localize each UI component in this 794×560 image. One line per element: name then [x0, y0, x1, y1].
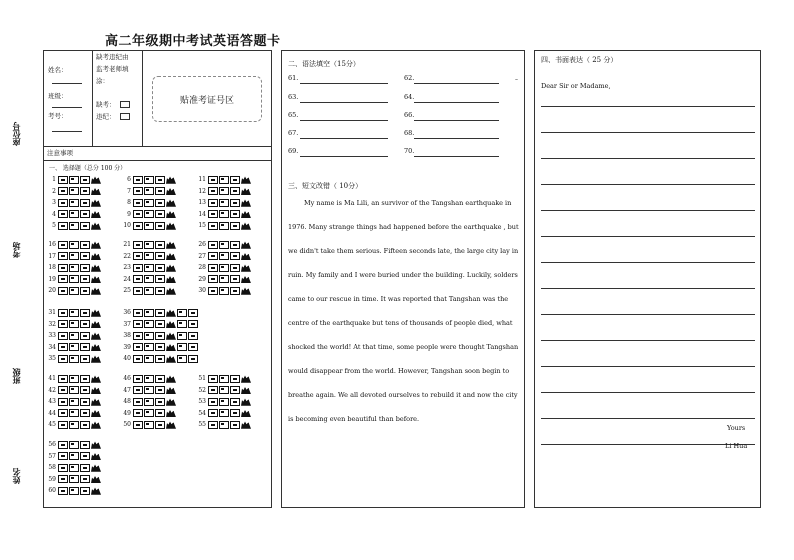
mc-row[interactable]: 17: [46, 251, 102, 263]
grammar-blank-68[interactable]: [414, 138, 499, 139]
mc-row[interactable]: 30: [196, 285, 252, 297]
side-label-class: 班级: [11, 368, 21, 384]
grammar-blank-69[interactable]: [300, 156, 388, 157]
passage-line: centre of the earthquake but tens of thousands of people died, what: [288, 319, 513, 327]
writing-section-title: 四、书面表达（ 25 分）: [541, 56, 618, 64]
grammar-item-69[interactable]: 69.: [288, 147, 299, 155]
mc-row[interactable]: 7: [121, 186, 177, 198]
grammar-item-61[interactable]: 61.: [288, 74, 299, 82]
grammar-item-65[interactable]: 65.: [288, 111, 299, 119]
mc-block-11-15: [196, 174, 252, 232]
grammar-blank-70[interactable]: [414, 156, 499, 157]
ticket-sticker-label: 贴准考证号区: [179, 95, 234, 106]
answer-panel-middle: [281, 50, 525, 508]
writing-signature: Li Hua: [725, 442, 748, 450]
mc-row[interactable]: 57: [46, 451, 102, 463]
mc-row[interactable]: 52: [196, 385, 252, 397]
mc-row[interactable]: 6: [121, 174, 177, 186]
mc-row[interactable]: 4: [46, 209, 102, 221]
side-label-room: 考场: [11, 242, 21, 258]
grammar-item-68[interactable]: 68.: [404, 129, 415, 137]
name-label: 姓名：: [48, 66, 68, 74]
mc-row[interactable]: 53: [196, 396, 252, 408]
mc-row[interactable]: 58: [46, 462, 102, 474]
mc-row[interactable]: 20: [46, 285, 102, 297]
grammar-item-67[interactable]: 67.: [288, 129, 299, 137]
grammar-item-62[interactable]: 62.: [404, 74, 415, 82]
mc-row[interactable]: 24: [121, 274, 177, 286]
mc-block-46-50: [121, 373, 177, 431]
student-info-block: [44, 51, 271, 147]
passage-line: is becoming even beautiful than before.: [288, 415, 420, 423]
mc-block-21-25: [121, 239, 177, 297]
passage-line: breathe again. We all devoted ourselves to rebuild it and now the city: [288, 391, 518, 399]
mc-row[interactable]: 40: [121, 353, 199, 365]
mc-row[interactable]: 54: [196, 408, 252, 420]
absent-note-2: 监考老师填: [96, 65, 129, 73]
violation-checkbox[interactable]: [120, 113, 130, 120]
mc-row[interactable]: 22: [121, 251, 177, 263]
passage-line: My name is Ma Lili, an survivor of the Tangshan earthquake in: [304, 199, 512, 207]
mc-row[interactable]: 32: [46, 319, 102, 331]
passage-line: would disappear from the world. However, Tangshan soon begin to: [288, 367, 510, 375]
mc-section-title: 一、 选择题（总分 100 分）: [49, 165, 127, 172]
mc-row[interactable]: 49: [121, 408, 177, 420]
notes-label: 注意事项: [47, 149, 73, 157]
mc-row[interactable]: 47: [121, 385, 177, 397]
mc-row[interactable]: 11: [196, 174, 252, 186]
mc-row[interactable]: 14: [196, 209, 252, 221]
passage-line: came to our rescue in time. It was reported that Tangshan was the: [288, 295, 509, 303]
grammar-item-63[interactable]: 63.: [288, 93, 299, 101]
mc-row[interactable]: 29: [196, 274, 252, 286]
ticket-sticker-area: [152, 76, 262, 122]
mc-row[interactable]: 9: [121, 209, 177, 221]
exam-no-label: 考号：: [48, 112, 68, 120]
mc-row[interactable]: 25: [121, 285, 177, 297]
mc-row[interactable]: 28: [196, 262, 252, 274]
absent-label: 缺考：: [96, 100, 116, 109]
mc-row[interactable]: 1: [46, 174, 102, 186]
writing-salutation: Dear Sir or Madame,: [541, 82, 611, 90]
mc-row[interactable]: 10: [121, 220, 177, 232]
grammar-item-66[interactable]: 66.: [404, 111, 415, 119]
answer-panel-right: [534, 50, 761, 508]
mc-block-56-60: [46, 439, 102, 497]
mc-block-16-20: [46, 239, 102, 297]
mc-block-31-35: [46, 307, 102, 365]
mc-row[interactable]: 31: [46, 307, 102, 319]
mc-row[interactable]: 35: [46, 353, 102, 365]
mc-row[interactable]: 36: [121, 307, 199, 319]
mc-row[interactable]: 59: [46, 474, 102, 486]
mc-row[interactable]: 3: [46, 197, 102, 209]
mc-row[interactable]: 19: [46, 274, 102, 286]
grammar-blank-62[interactable]: [414, 83, 499, 84]
dash-mark: –: [515, 76, 518, 83]
mc-row[interactable]: 39: [121, 342, 199, 354]
mc-row[interactable]: 5: [46, 220, 102, 232]
answer-panel-left: [43, 50, 272, 508]
grammar-blank-64[interactable]: [414, 102, 499, 103]
mc-row[interactable]: 13: [196, 197, 252, 209]
mc-row[interactable]: 26: [196, 239, 252, 251]
mc-row[interactable]: 21: [121, 239, 177, 251]
correction-passage[interactable]: [288, 191, 524, 431]
correction-section-title: 三、短文改错（ 10分）: [288, 182, 363, 190]
mc-block-26-30: [196, 239, 252, 297]
mc-row[interactable]: 15: [196, 220, 252, 232]
mc-row[interactable]: 12: [196, 186, 252, 198]
passage-line: ruin. My family and I were buried under the building. Luckily, solders: [288, 271, 518, 279]
absent-note-3: 涂：: [96, 77, 109, 85]
mc-row[interactable]: 2: [46, 186, 102, 198]
mc-block-6-10: [121, 174, 177, 232]
mc-row[interactable]: 41: [46, 373, 102, 385]
absent-field[interactable]: [96, 101, 130, 109]
mc-row[interactable]: 33: [46, 330, 102, 342]
side-label-seat: 座位号: [11, 122, 21, 146]
mc-row[interactable]: 8: [121, 197, 177, 209]
mc-row[interactable]: 45: [46, 419, 102, 431]
grammar-blank-61[interactable]: [300, 83, 388, 84]
mc-block-1-5: [46, 174, 102, 232]
mc-row[interactable]: 37: [121, 319, 199, 331]
grammar-item-64[interactable]: 64.: [404, 93, 415, 101]
mc-row[interactable]: 18: [46, 262, 102, 274]
mc-row[interactable]: 56: [46, 439, 102, 451]
passage-line: we didn't take them serious. Fifteen seconds late, the large city lay in: [288, 247, 519, 255]
grammar-item-70[interactable]: 70.: [404, 147, 415, 155]
writing-lines[interactable]: [541, 106, 755, 470]
mc-row[interactable]: 44: [46, 408, 102, 420]
violation-field[interactable]: [96, 113, 130, 121]
mc-row[interactable]: 51: [196, 373, 252, 385]
mc-row[interactable]: 27: [196, 251, 252, 263]
mc-row[interactable]: 38: [121, 330, 199, 342]
mc-block-51-55: [196, 373, 252, 431]
mc-block-41-45: [46, 373, 102, 431]
absent-note-1: 缺考违纪由: [96, 53, 129, 61]
notes-row: [44, 147, 271, 161]
violation-label: 违纪：: [96, 112, 116, 121]
grammar-blank-65[interactable]: [300, 120, 388, 121]
mc-row[interactable]: 43: [46, 396, 102, 408]
grammar-blank-67[interactable]: [300, 138, 388, 139]
mc-row[interactable]: 16: [46, 239, 102, 251]
absent-checkbox[interactable]: [120, 101, 130, 108]
mc-row[interactable]: 46: [121, 373, 177, 385]
grammar-section-title: 二、语法填空（15分）: [288, 60, 360, 68]
writing-closing: Yours: [727, 424, 746, 432]
side-label-name: 姓名: [11, 468, 21, 484]
class-label: 班级：: [48, 92, 68, 100]
mc-row[interactable]: 34: [46, 342, 102, 354]
mc-row[interactable]: 48: [121, 396, 177, 408]
grammar-blank-66[interactable]: [414, 120, 499, 121]
card-title: 高二年级期中考试英语答题卡: [105, 34, 281, 49]
mc-row[interactable]: 50: [121, 419, 177, 431]
mc-row[interactable]: 60: [46, 485, 102, 497]
mc-row[interactable]: 42: [46, 385, 102, 397]
passage-line: shocked the world! At that time, some people were thought Tangshan: [288, 343, 519, 351]
mc-row[interactable]: 55: [196, 419, 252, 431]
grammar-blank-63[interactable]: [300, 102, 388, 103]
mc-row[interactable]: 23: [121, 262, 177, 274]
passage-line: 1976. Many strange things had happened before the earthquake , but: [288, 223, 519, 231]
mc-block-36-40: [121, 307, 199, 365]
